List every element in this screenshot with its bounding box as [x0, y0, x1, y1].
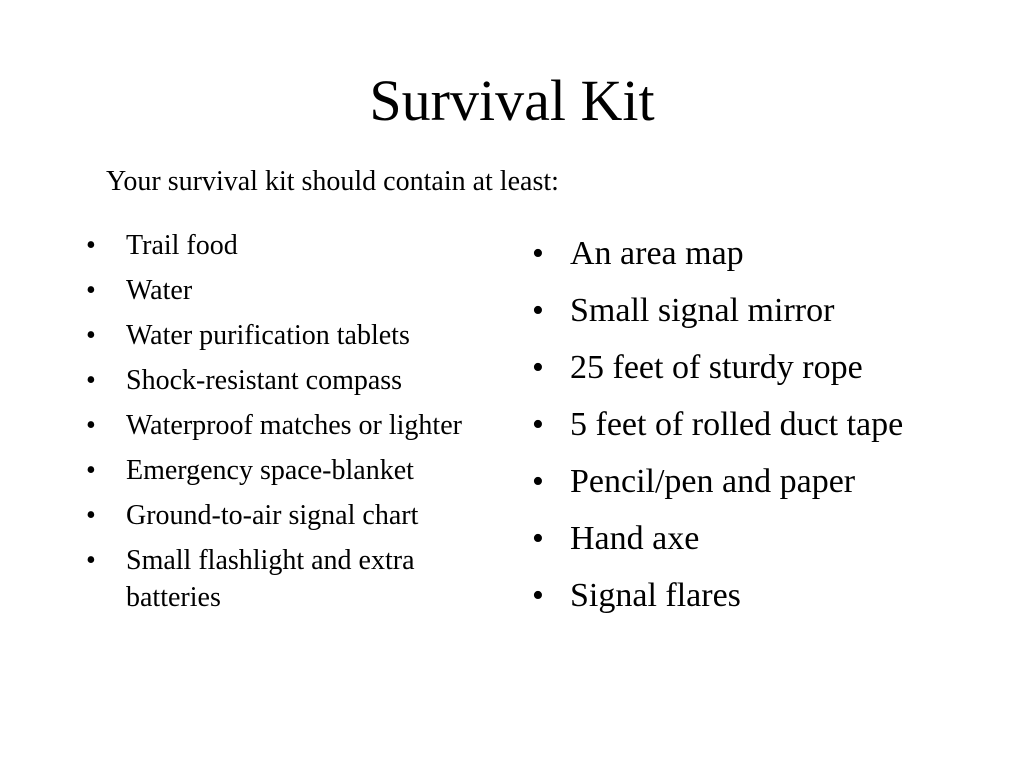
bullet-icon: • — [86, 410, 96, 441]
list-item-text: Signal flares — [570, 577, 741, 614]
list-item — [532, 459, 932, 505]
list-item — [86, 362, 506, 399]
list-item — [86, 272, 506, 309]
list-item-text: 25 feet of sturdy rope — [570, 349, 863, 386]
bullet-icon: • — [86, 545, 96, 576]
list-item-text: Small signal mirror — [570, 292, 835, 329]
list-item — [86, 317, 506, 354]
list-item-text: Pencil/pen and paper — [570, 463, 856, 500]
list-item-text: 5 feet of rolled duct tape — [570, 406, 904, 443]
list-item — [86, 497, 506, 534]
bullet-icon: • — [532, 349, 544, 386]
list-item-text: Water — [126, 275, 193, 306]
bullet-icon: • — [532, 292, 544, 329]
list-item-text: An area map — [570, 235, 744, 272]
bullet-icon: • — [532, 520, 544, 557]
slide-subtitle: Your survival kit should contain at least: — [106, 166, 559, 197]
list-item — [532, 288, 932, 334]
list-item — [86, 542, 506, 616]
bullet-icon: • — [86, 500, 96, 531]
left-bullet-list — [86, 227, 506, 624]
bullet-icon: • — [532, 577, 544, 614]
list-item — [532, 345, 932, 391]
list-item-text: Trail food — [126, 230, 238, 261]
list-item — [532, 573, 932, 619]
right-bullet-list — [532, 231, 932, 630]
list-item-text: Hand axe — [570, 520, 700, 557]
list-item — [86, 407, 506, 444]
list-item — [86, 452, 506, 489]
list-item-text: Emergency space-blanket — [126, 455, 414, 486]
slide-title: Survival Kit — [369, 68, 655, 133]
list-item-text: Water purification tablets — [126, 320, 410, 351]
bullet-icon: • — [86, 365, 96, 396]
list-item-text: Shock-resistant compass — [126, 365, 403, 396]
bullet-icon: • — [532, 463, 544, 500]
bullet-icon: • — [86, 275, 96, 306]
list-item — [532, 402, 932, 448]
bullet-icon: • — [86, 455, 96, 486]
bullet-icon: • — [532, 235, 544, 272]
bullet-icon: • — [86, 320, 96, 351]
list-item-text: Waterproof matches or lighter — [126, 410, 462, 441]
list-item — [532, 231, 932, 277]
list-item-text: Small flashlight and extra batteries — [126, 545, 415, 613]
list-item-text: Ground-to-air signal chart — [126, 500, 419, 531]
list-item — [86, 227, 506, 264]
list-item — [532, 516, 932, 562]
bullet-icon: • — [532, 406, 544, 443]
bullet-icon: • — [86, 230, 96, 261]
